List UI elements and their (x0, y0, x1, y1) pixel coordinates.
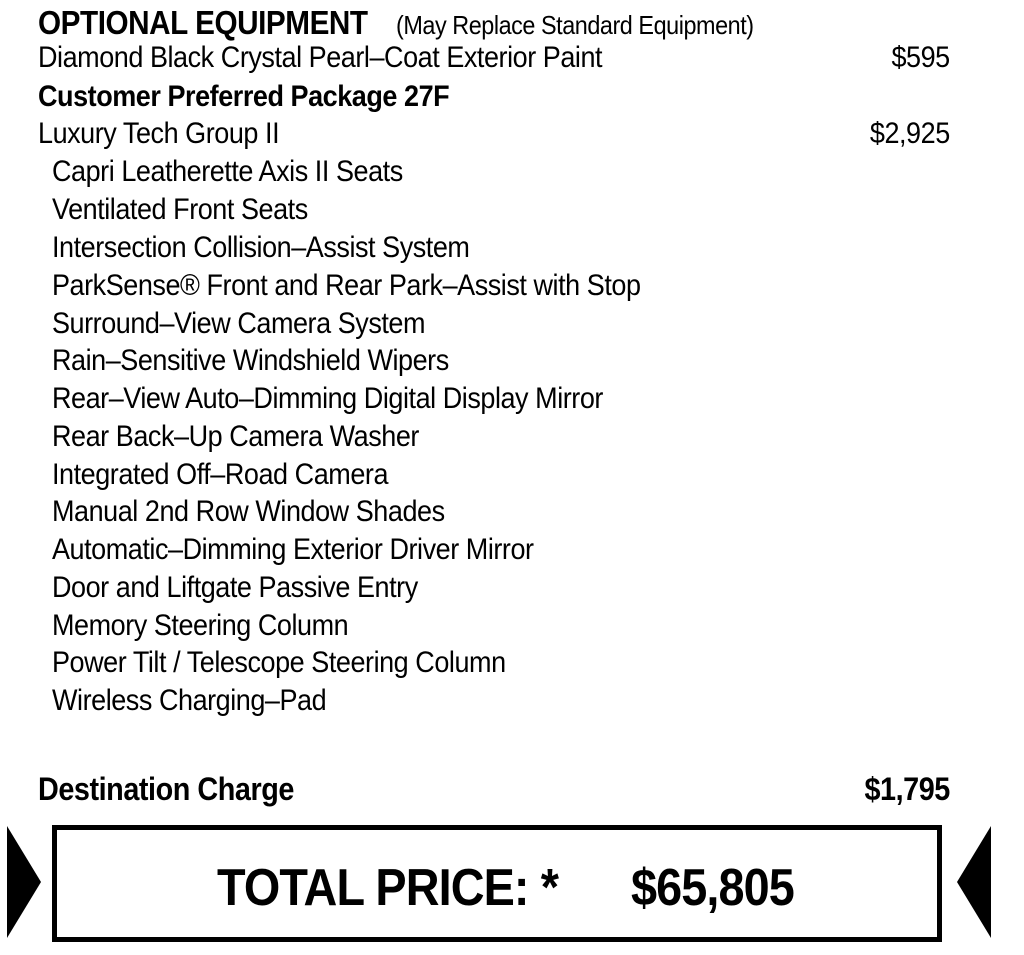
section-note: (May Replace Standard Equipment) (396, 10, 754, 40)
total-value: $65,805 (631, 859, 794, 917)
feature-label: Rear Back–Up Camera Washer (52, 420, 419, 453)
feature-item (52, 418, 950, 456)
feature-label: Wireless Charging–Pad (52, 684, 327, 717)
total-price-box (52, 825, 942, 942)
feature-item (52, 380, 950, 418)
feature-label: Door and Liftgate Passive Entry (52, 571, 418, 604)
feature-item (52, 456, 950, 494)
feature-label: Surround–View Camera System (52, 307, 426, 340)
feature-label: ParkSense® Front and Rear Park–Assist with Stop (52, 269, 641, 302)
package-header (38, 78, 950, 116)
section-header-text (38, 4, 794, 44)
feature-label: Rain–Sensitive Windshield Wipers (52, 344, 449, 377)
feature-item (52, 607, 950, 645)
feature-item (52, 569, 950, 607)
feature-item (52, 342, 950, 380)
feature-item (52, 191, 950, 229)
destination-label: Destination Charge (38, 771, 294, 807)
item-label: Luxury Tech Group II (38, 117, 280, 150)
feature-item (52, 267, 950, 305)
feature-item (52, 153, 950, 191)
destination-charge-row (38, 770, 950, 808)
feature-label: Power Tilt / Telescope Steering Column (52, 646, 506, 679)
feature-item (52, 644, 950, 682)
feature-item (52, 682, 950, 720)
line-item (38, 39, 950, 77)
feature-label: Intersection Collision–Assist System (52, 231, 470, 264)
item-price: $2,925 (870, 117, 950, 150)
feature-item (52, 229, 950, 267)
left-arrow-icon (7, 826, 41, 938)
feature-label: Rear–View Auto–Dimming Digital Display Mirror (52, 382, 603, 415)
destination-price: $1,795 (864, 771, 950, 807)
feature-label: Automatic–Dimming Exterior Driver Mirror (52, 533, 534, 566)
feature-label: Capri Leatherette Axis II Seats (52, 155, 403, 188)
feature-item (52, 305, 950, 343)
feature-item (52, 531, 950, 569)
feature-label: Manual 2nd Row Window Shades (52, 495, 445, 528)
total-label: TOTAL PRICE: * (217, 859, 559, 917)
feature-label: Memory Steering Column (52, 609, 349, 642)
package-label: Customer Preferred Package 27F (38, 80, 450, 113)
section-title: OPTIONAL EQUIPMENT (38, 4, 368, 41)
item-price: $595 (891, 41, 950, 74)
feature-label: Ventilated Front Seats (52, 193, 308, 226)
line-item (38, 115, 950, 153)
feature-label: Integrated Off–Road Camera (52, 458, 389, 491)
feature-item (52, 493, 950, 531)
section-header (38, 4, 950, 42)
item-label: Diamond Black Crystal Pearl–Coat Exterior Paint (38, 41, 603, 74)
right-arrow-icon (957, 826, 991, 938)
